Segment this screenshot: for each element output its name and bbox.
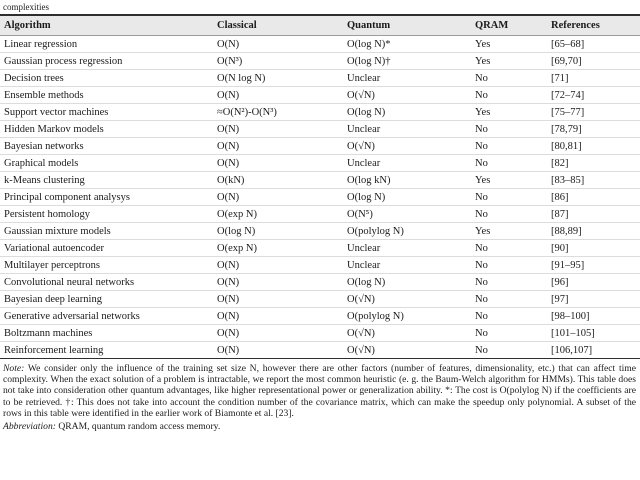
table-cell-classical: O(log N) — [213, 223, 343, 240]
table-cell-qram: Yes — [471, 36, 547, 53]
table-cell-quantum: O(√N) — [343, 291, 471, 308]
table-cell-algorithm: Decision trees — [0, 70, 213, 87]
table-body — [0, 36, 640, 359]
table-cell-classical: O(N³) — [213, 53, 343, 70]
table-cell-references: [72–74] — [547, 87, 640, 104]
table-cell-classical: O(N) — [213, 155, 343, 172]
table-cell-references: [96] — [547, 274, 640, 291]
table-cell-algorithm: Graphical models — [0, 155, 213, 172]
table-cell-references: [78,79] — [547, 121, 640, 138]
table-cell-classical: O(kN) — [213, 172, 343, 189]
table-cell-qram: No — [471, 70, 547, 87]
table-cell-references: [98–100] — [547, 308, 640, 325]
table-cell-classical: O(N) — [213, 274, 343, 291]
table-cell-classical: O(N) — [213, 87, 343, 104]
table-cell-quantum: O(√N) — [343, 87, 471, 104]
table-cell-references: [69,70] — [547, 53, 640, 70]
table-cell-algorithm: Ensemble methods — [0, 87, 213, 104]
table-row — [0, 223, 640, 240]
table-cell-quantum: O(log kN) — [343, 172, 471, 189]
table-cell-qram: No — [471, 325, 547, 342]
table-cell-classical: O(N log N) — [213, 70, 343, 87]
table-row — [0, 206, 640, 223]
table-cell-quantum: Unclear — [343, 240, 471, 257]
caption-fragment: complexities — [3, 2, 49, 12]
table-cell-classical: O(N) — [213, 291, 343, 308]
header-row — [0, 15, 640, 36]
table-cell-references: [75–77] — [547, 104, 640, 121]
table-row — [0, 155, 640, 172]
table-cell-algorithm: Multilayer perceptrons — [0, 257, 213, 274]
table-cell-references: [101–105] — [547, 325, 640, 342]
table-cell-classical: O(exp N) — [213, 240, 343, 257]
table-cell-quantum: O(polylog N) — [343, 223, 471, 240]
table-cell-references: [71] — [547, 70, 640, 87]
table-cell-qram: Yes — [471, 223, 547, 240]
table-cell-classical: O(N) — [213, 189, 343, 206]
table-cell-qram: No — [471, 87, 547, 104]
table-cell-references: [65–68] — [547, 36, 640, 53]
note-text: We consider only the influence of the training set size N, however there are other factors (number of features, dimensionality, etc.) that can affect time complexity. When the exact solution of a problem is intractable, we report the most common heuristic (e. g. the Baum-Welch algorithm for HMMs). This table does not take into consideration other quantum advantages, like higher representational power or generalization ability. *: The cost is O(polylog N) if the coefficients are to be retrieved. †: This does not take into account the condition number of the covariance matrix, which can make the speedup only polynomial. A subset of the rows in this table were identified in the earlier work of Biamonte et al. [23]. — [3, 363, 636, 419]
table-cell-qram: No — [471, 138, 547, 155]
table-cell-classical: O(N) — [213, 138, 343, 155]
table-row — [0, 274, 640, 291]
table-cell-algorithm: Persistent homology — [0, 206, 213, 223]
table-row — [0, 189, 640, 206]
table-cell-qram: No — [471, 240, 547, 257]
table-cell-references: [97] — [547, 291, 640, 308]
table-row — [0, 138, 640, 155]
table-cell-algorithm: Boltzmann machines — [0, 325, 213, 342]
table-cell-algorithm: Bayesian networks — [0, 138, 213, 155]
note-label: Note: — [3, 363, 25, 374]
table-cell-references: [91–95] — [547, 257, 640, 274]
table-row — [0, 257, 640, 274]
table-cell-references: [87] — [547, 206, 640, 223]
table-cell-algorithm: Reinforcement learning — [0, 342, 213, 359]
table-cell-references: [82] — [547, 155, 640, 172]
table-cell-algorithm: Convolutional neural networks — [0, 274, 213, 291]
abbreviation-note — [0, 419, 640, 432]
col-header-classical: Classical — [213, 15, 343, 36]
table-cell-algorithm: Linear regression — [0, 36, 213, 53]
table-cell-quantum: Unclear — [343, 257, 471, 274]
table-cell-algorithm: Gaussian process regression — [0, 53, 213, 70]
table-row — [0, 308, 640, 325]
table-row — [0, 121, 640, 138]
table-cell-algorithm: Hidden Markov models — [0, 121, 213, 138]
abbreviation-text: QRAM, quantum random access memory. — [55, 421, 221, 433]
table-cell-classical: O(exp N) — [213, 206, 343, 223]
table-cell-references: [90] — [547, 240, 640, 257]
table-cell-classical: O(N) — [213, 257, 343, 274]
col-header-qram: QRAM — [471, 15, 547, 36]
table-cell-algorithm: Principal component analysys — [0, 189, 213, 206]
table-cell-references: [86] — [547, 189, 640, 206]
table-cell-qram: No — [471, 257, 547, 274]
table-cell-qram: Yes — [471, 104, 547, 121]
table-cell-qram: No — [471, 342, 547, 359]
table-cell-classical: O(N) — [213, 308, 343, 325]
table-cell-quantum: Unclear — [343, 70, 471, 87]
table-cell-quantum: O(log N) — [343, 189, 471, 206]
table-header — [0, 15, 640, 36]
table-note — [0, 359, 640, 419]
table-cell-quantum: O(√N) — [343, 342, 471, 359]
table-cell-classical: O(N) — [213, 36, 343, 53]
table-cell-algorithm: Support vector machines — [0, 104, 213, 121]
table-cell-references: [106,107] — [547, 342, 640, 359]
table-cell-qram: No — [471, 274, 547, 291]
table-cell-quantum: O(log N)† — [343, 53, 471, 70]
col-header-algorithm: Algorithm — [0, 15, 213, 36]
table-cell-quantum: Unclear — [343, 155, 471, 172]
table-cell-quantum: O(N⁵) — [343, 206, 471, 223]
table-row — [0, 291, 640, 308]
table-cell-algorithm: Gaussian mixture models — [0, 223, 213, 240]
table-cell-classical: O(N) — [213, 342, 343, 359]
table-row — [0, 172, 640, 189]
table-cell-qram: Yes — [471, 53, 547, 70]
table-cell-qram: No — [471, 291, 547, 308]
table-cell-algorithm: k-Means clustering — [0, 172, 213, 189]
table-cell-references: [83–85] — [547, 172, 640, 189]
table-cell-quantum: O(log N) — [343, 274, 471, 291]
table-cell-quantum: O(√N) — [343, 325, 471, 342]
table-cell-references: [88,89] — [547, 223, 640, 240]
table-cell-quantum: O(log N) — [343, 104, 471, 121]
abbreviation-label: Abbreviation: — [3, 421, 56, 433]
table-row — [0, 70, 640, 87]
table-cell-classical: O(N) — [213, 121, 343, 138]
table-cell-qram: No — [471, 189, 547, 206]
table-cell-references: [80,81] — [547, 138, 640, 155]
table-row — [0, 87, 640, 104]
complexity-table — [0, 14, 640, 359]
table-row — [0, 36, 640, 53]
table-cell-classical: ≈O(N²)-O(N³) — [213, 104, 343, 121]
table-cell-qram: No — [471, 206, 547, 223]
table-cell-algorithm: Variational autoencoder — [0, 240, 213, 257]
table-cell-quantum: O(√N) — [343, 138, 471, 155]
table-cell-classical: O(N) — [213, 325, 343, 342]
table-row — [0, 325, 640, 342]
table-cell-quantum: O(polylog N) — [343, 308, 471, 325]
table-cell-qram: No — [471, 155, 547, 172]
table-cell-qram: No — [471, 121, 547, 138]
table-row — [0, 240, 640, 257]
table-row — [0, 53, 640, 70]
table-cell-algorithm: Generative adversarial networks — [0, 308, 213, 325]
table-row — [0, 342, 640, 359]
table-cell-algorithm: Bayesian deep learning — [0, 291, 213, 308]
table-row — [0, 104, 640, 121]
table-cell-quantum: Unclear — [343, 121, 471, 138]
table-cell-qram: No — [471, 308, 547, 325]
table-cell-qram: Yes — [471, 172, 547, 189]
col-header-quantum: Quantum — [343, 15, 471, 36]
col-header-references: References — [547, 15, 640, 36]
table-cell-quantum: O(log N)* — [343, 36, 471, 53]
